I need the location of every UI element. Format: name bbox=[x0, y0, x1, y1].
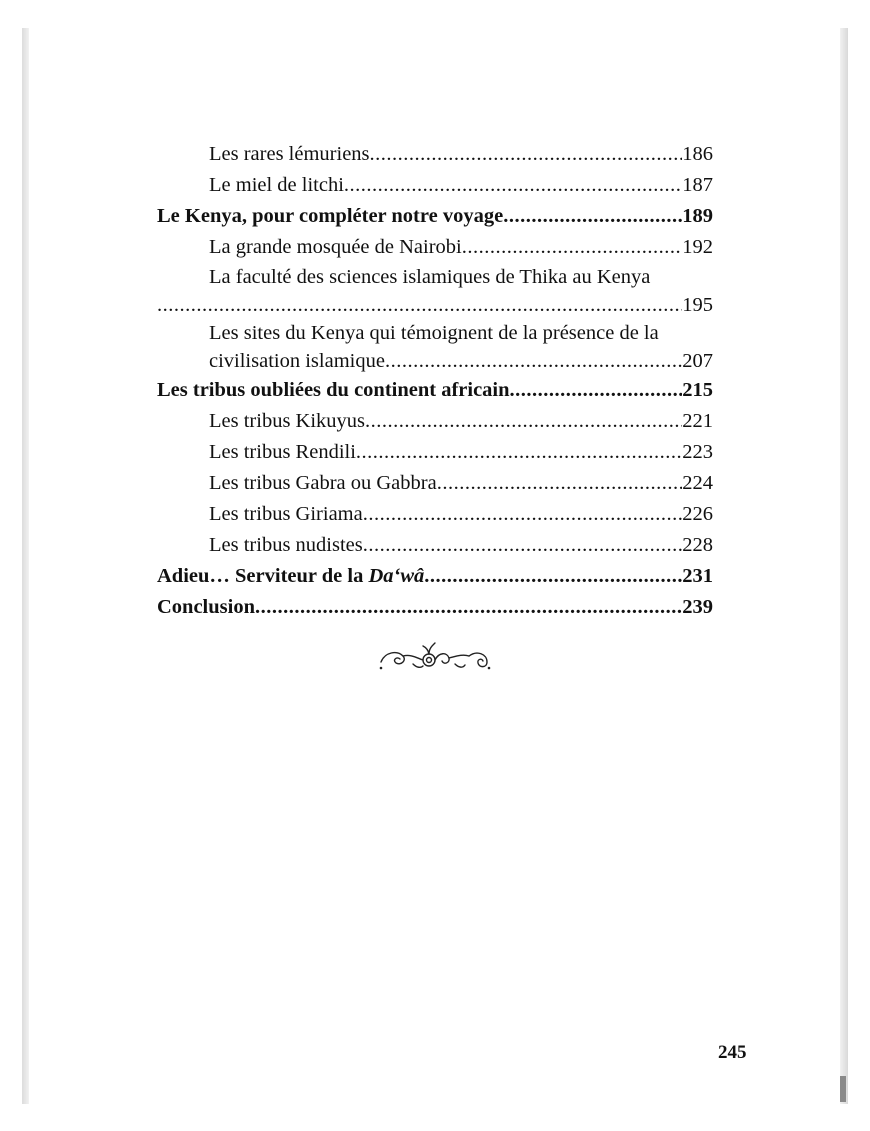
toc-chapter-page: 239 bbox=[682, 596, 713, 618]
toc-entry-page: 221 bbox=[682, 410, 713, 432]
toc-chapter[interactable] bbox=[157, 592, 713, 623]
toc-entry-label: Les tribus Kikuyus bbox=[209, 410, 366, 432]
toc-chapter-label: Conclusion bbox=[157, 596, 255, 618]
toc-chapter-label: Le Kenya, pour compléter notre voyage bbox=[157, 205, 504, 227]
dot-leader bbox=[157, 291, 682, 319]
dot-leader bbox=[344, 170, 682, 201]
toc-entry-page: 186 bbox=[682, 143, 713, 165]
toc-entry[interactable] bbox=[157, 170, 713, 201]
page-edge-right bbox=[840, 28, 848, 1104]
toc-entry[interactable] bbox=[157, 406, 713, 437]
toc-entry-page: 207 bbox=[682, 350, 713, 372]
scroll-indicator[interactable] bbox=[840, 1076, 846, 1102]
toc-chapter-page: 215 bbox=[682, 379, 713, 401]
toc-chapter-label: Les tribus oubliées du continent africain bbox=[157, 379, 510, 401]
toc-entry-page: 192 bbox=[682, 236, 713, 258]
toc-chapter[interactable] bbox=[157, 375, 713, 406]
toc-chapter-page: 189 bbox=[682, 205, 713, 227]
toc-entry-label: La faculté des sciences islamiques de Thika au Kenya bbox=[209, 266, 651, 288]
toc-entry-page: 187 bbox=[682, 174, 713, 196]
table-of-contents bbox=[157, 139, 713, 623]
toc-chapter[interactable] bbox=[157, 561, 713, 592]
toc-entry-page: 228 bbox=[682, 534, 713, 556]
toc-entry[interactable] bbox=[157, 530, 713, 561]
dot-leader bbox=[385, 347, 682, 375]
dot-leader bbox=[424, 561, 682, 592]
dot-leader bbox=[437, 468, 683, 499]
toc-entry-page: 224 bbox=[682, 472, 713, 494]
toc-entry-page: 223 bbox=[682, 441, 713, 463]
toc-entry[interactable] bbox=[157, 232, 713, 263]
toc-entry[interactable] bbox=[157, 139, 713, 170]
dot-leader bbox=[510, 375, 683, 406]
toc-chapter-label bbox=[157, 561, 424, 592]
floral-vignette-icon bbox=[377, 638, 493, 674]
toc-entry-label: Les tribus Gabra ou Gabbra bbox=[209, 472, 437, 494]
dot-leader bbox=[363, 499, 683, 530]
toc-entry-multiline[interactable] bbox=[157, 319, 713, 375]
dot-leader bbox=[503, 201, 682, 232]
toc-chapter[interactable] bbox=[157, 201, 713, 232]
dot-leader bbox=[356, 437, 682, 468]
toc-entry[interactable] bbox=[157, 499, 713, 530]
toc-entry-label: La grande mosquée de Nairobi bbox=[209, 236, 462, 258]
toc-entry-label: Les rares lémuriens bbox=[209, 143, 370, 165]
toc-entry-label: Le miel de litchi bbox=[209, 174, 344, 196]
toc-entry-page: 226 bbox=[682, 503, 713, 525]
dot-leader bbox=[255, 592, 682, 623]
toc-entry[interactable] bbox=[157, 468, 713, 499]
toc-chapter-label-italic: Da‘wâ bbox=[368, 565, 425, 587]
toc-entry-label: Les sites du Kenya qui témoignent de la présence de la bbox=[209, 322, 659, 344]
dot-leader bbox=[363, 530, 683, 561]
dot-leader bbox=[365, 406, 682, 437]
toc-chapter-label-text: Adieu… Serviteur de la bbox=[157, 565, 369, 587]
dot-leader bbox=[462, 232, 683, 263]
toc-entry-label-cont: civilisation islamique bbox=[209, 350, 385, 372]
toc-entry-label: Les tribus nudistes bbox=[209, 534, 363, 556]
page-number: 245 bbox=[718, 1042, 747, 1063]
toc-entry-label: Les tribus Giriama bbox=[209, 503, 363, 525]
toc-entry-continuation bbox=[157, 291, 713, 319]
toc-entry-continuation bbox=[157, 347, 713, 375]
dot-leader bbox=[370, 139, 683, 170]
toc-entry[interactable] bbox=[157, 437, 713, 468]
toc-entry-multiline[interactable] bbox=[157, 263, 713, 319]
toc-entry-page: 195 bbox=[682, 294, 713, 316]
page-edge-left bbox=[22, 28, 29, 1104]
toc-chapter-page: 231 bbox=[682, 565, 713, 587]
toc-entry-label: Les tribus Rendili bbox=[209, 441, 356, 463]
